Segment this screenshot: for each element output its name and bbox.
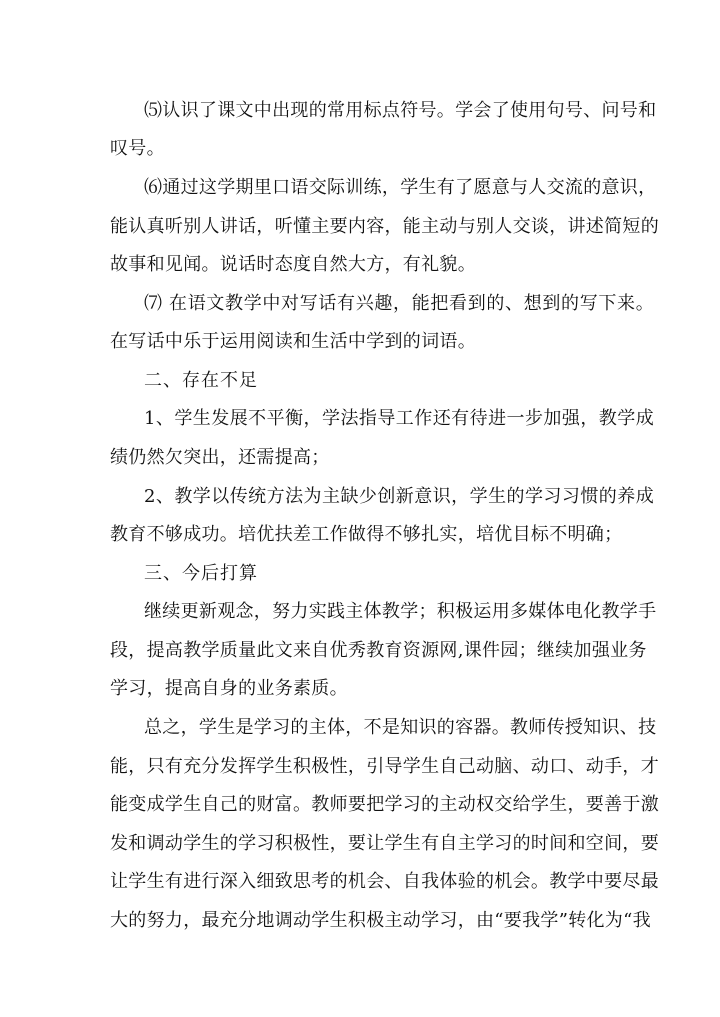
text-line: 大的努力，最充分地调动学生积极主动学习，由“要我学”转化为“我 xyxy=(110,910,651,931)
text-line: 能变成学生自己的财富。教师要把学习的主动权交给学生，要善于激 xyxy=(110,794,659,815)
text-line: 能认真听别人讲话，听懂主要内容，能主动与别人交谈，讲述简短的 xyxy=(110,216,659,237)
text-line: 绩仍然欠突出，还需提高； xyxy=(110,447,330,468)
text-line: 段，提高教学质量此文来自优秀教育资源网,课件园；继续加强业务 xyxy=(110,640,647,661)
text-line: 故事和见闻。说话时态度自然大方，有礼貌。 xyxy=(110,254,476,275)
text-line: 叹号。 xyxy=(110,138,165,159)
text-line: 继续更新观念，努力实践主体教学；积极运用多媒体电化教学手 xyxy=(144,601,657,622)
text-line: 总之，学生是学习的主体，不是知识的容器。教师传授知识、技 xyxy=(144,717,657,738)
text-line: ⑹通过这学期里口语交际训练，学生有了愿意与人交流的意识， xyxy=(144,177,657,198)
text-line: 让学生有进行深入细致思考的机会、自我体验的机会。教学中要尽最 xyxy=(110,871,659,892)
text-line: 2、教学以传统方法为主缺少创新意识，学生的学习习惯的养成 xyxy=(144,486,654,507)
text-line: 1、学生发展不平衡，学法指导工作还有待进一步加强，教学成 xyxy=(144,408,654,429)
text-line: ⑸认识了课文中出现的常用标点符号。学会了使用句号、问号和 xyxy=(144,100,657,121)
text-line: ⑺ 在语文教学中对写话有兴趣，能把看到的、想到的写下来。 xyxy=(144,293,654,314)
text-line: 在写话中乐于运用阅读和生活中学到的词语。 xyxy=(110,331,476,352)
section-heading: 二、存在不足 xyxy=(144,370,258,391)
text-line: 能，只有充分发挥学生积极性，引导学生自己动脑、动口、动手，才 xyxy=(110,756,659,777)
text-line: 教育不够成功。培优扶差工作做得不够扎实，培优目标不明确； xyxy=(110,524,623,545)
text-line: 发和调动学生的学习积极性，要让学生有自主学习的时间和空间，要 xyxy=(110,833,659,854)
text-line: 学习，提高自身的业务素质。 xyxy=(110,678,348,699)
section-heading: 三、今后打算 xyxy=(144,563,258,584)
